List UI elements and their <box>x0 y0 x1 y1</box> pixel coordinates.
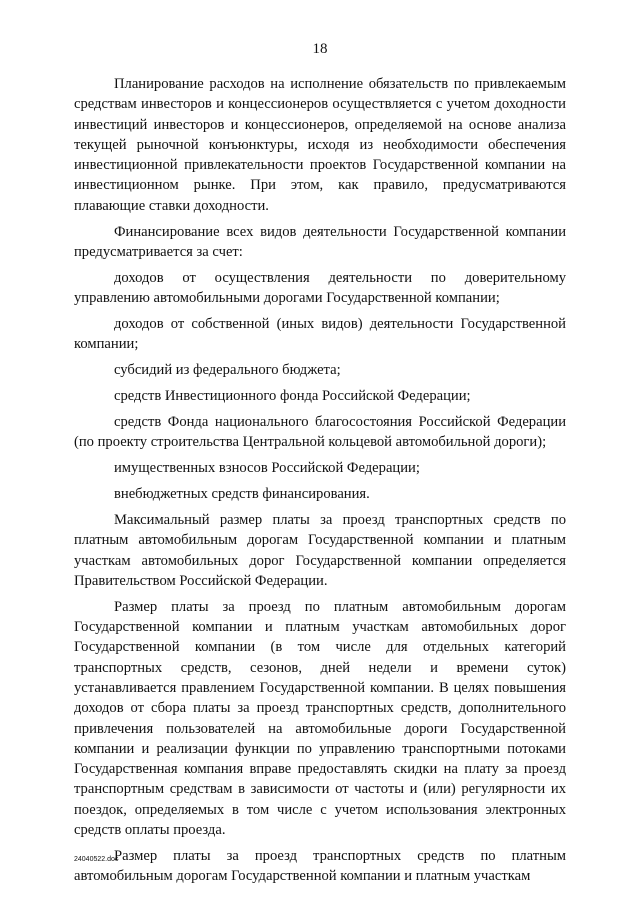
page-number: 18 <box>312 41 328 57</box>
paragraph-welfare-fund: средств Фонда национального благосостояния Российской Федерации (по проекту строительства Центральной кольцевой автомобильной дороги); <box>74 414 566 451</box>
paragraph-maximum-toll: Максимальный размер платы за проезд транспортных средств по платным автомобильным дорогам Государственной компании и платным участкам автомобильных дорог Государственной компании определяется Правительством Российской Федерации. <box>74 511 566 589</box>
paragraph-toll-amount-continued: Размер платы за проезд транспортных средств по платным автомобильным дорогам Государственной компании и платным участкам <box>74 847 566 885</box>
paragraph-expense-planning: Планирование расходов на исполнение обязательств по привлекаемым средствам инвесторов и концессионеров осуществляется с учетом доходности инвестиций инвесторов и концессионеров, определяемой на основе анализа текущей рыночной конъюнктуры, исходя из необходимости обеспечения инвестиционной привлекательности проектов Государственной компании на инвестиционном рынке. При этом, как правило, предусматриваются плавающие ставки доходности. <box>74 76 566 214</box>
paragraph-financing-intro: Финансирование всех видов деятельности Государственной компании предусматривается за счет: <box>74 223 566 260</box>
paragraph-investment-fund: средств Инвестиционного фонда Российской Федерации; <box>114 388 471 405</box>
paragraph-federal-subsidies: субсидий из федерального бюджета; <box>114 362 341 379</box>
paragraph-toll-amount-discounts: Размер платы за проезд по платным автомобильным дорогам Государственной компании и платным участкам автомобильных дорог Государственной компании (в том числе для отдельных категорий транспортных средств, сезонов, дней недели и времени суток) устанавливается правлением Государственной компании. В целях повышения доходов от сбора платы за проезд транспортных средств, дополнительного привлечения пользователей на автомобильные дороги Государственной компании и реализации функции по управлению транспортными потоками Государственная компания вправе предоставлять скидки на плату за проезд транспортным средствам в зависимости от частоты и (или) регулярности их поездок, определяемых в том числе с учетом использования электронных средств оплаты проезда. <box>74 598 566 839</box>
paragraph-property-contributions: имущественных взносов Российской Федерации; <box>114 460 420 477</box>
footer-filename: 24040522.doc <box>74 856 119 863</box>
paragraph-own-activity-income: доходов от собственной (иных видов) деятельности Государственной компании; <box>74 316 566 353</box>
document-body <box>74 74 566 892</box>
paragraph-trust-management-income: доходов от осуществления деятельности по доверительному управлению автомобильными дорогами Государственной компании; <box>74 269 566 307</box>
paragraph-extrabudgetary-funds: внебюджетных средств финансирования. <box>114 486 370 503</box>
